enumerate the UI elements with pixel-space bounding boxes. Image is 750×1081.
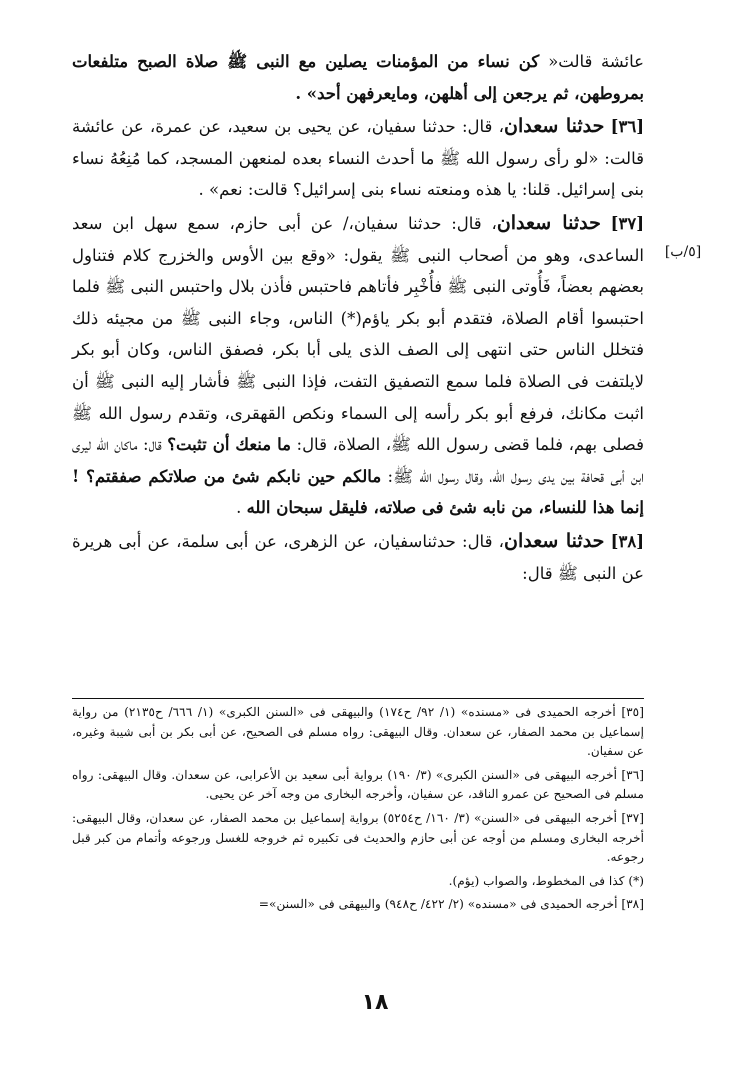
hadith-37-text-a: ، قال: حدثنا سفيان،/ عن أبى حازم، سمع سهل ابن سعد الساعدى، وهو من أصحاب النبى ﷺ يقول: «وقع بين الأوس والخزرج كلام فتناول بعضهم بعضاً، فَأُوتى النبى ﷺ فأُخْبِر فأتاهم فاحتبس فأذن بلال واحتبس النبى ﷺ فلما احتبسوا أقام الصلاة، فتقدم أبو بكر ياؤم(*) الناس، وجاء النبى ﷺ من مجيئه ذلك فتخلل الناس حتى انتهى إلى الصف الذى يلى أبا بكر، فصفق الناس، وكان أبو بكر لايلتفت فى الصلاة فلما سمع التصفيق التفت، فإذا النبى ﷺ فأشار إليه النبى ﷺ أن اثبت مكانك، فرفع أبو بكر رأسه إلى السماء ونكص القهقرى، وتقدم رسول الله ﷺ فصلى بهم، فلما قضى رسول الله ﷺ، الصلاة، قال:: [72, 213, 644, 455]
footnote-38: [٣٨] أخرجه الحميدى فى «مسنده» (٢/ ٤٢٢/ ح٩٤٨) والبيهقى فى «السنن»=: [258, 897, 644, 912]
hadith-36-text: ، قال: حدثنا سفيان، عن يحيى بن سعيد، عن عمرة، عن عائشة قالت: «لو رأى رسول الله ﷺ ما أحدث النساء بعده لمنعهن المسجد، كما مُنِعُهُ نساء بنى إسرائيل. قلنا: يا هذه ومنعته نساء بنى إسرائيل؟ قالت: نعم» .: [72, 117, 644, 200]
footnote-divider: [72, 698, 644, 699]
hadith-37-narrator: حدثنا سعدان: [496, 211, 601, 234]
hadith-35-bold: كن نساء من المؤمنات يصلين مع النبى ﷺ صلاة الصبح متلفعات بمروطهن، ثم يرجعن إلى أهلهن، ومايعرفهن أحد» .: [72, 52, 644, 103]
hadith-35-plain: عائشة قالت«: [548, 52, 644, 71]
footnote-asterisk: (*) كذا فى المخطوط، والصواب (يؤم).: [448, 873, 644, 888]
hadith-38-number: [٣٨]: [610, 531, 644, 551]
footnote-36: [٣٦] أخرجه البيهقى فى «السنن الكبرى» (٣/ ١٩٠) برواية أبى سعيد بن الأعرابى، عن سعدان. وقال البيهقى: رواه مسلم فى الصحيح عن عمرو الناقد، عن سفيان، وأخرجه البخارى من وجه آخر عن يحيى.: [72, 767, 645, 802]
hadith-36-number: [٣٦]: [610, 117, 644, 137]
hadith-37-text-e: .: [236, 498, 247, 518]
footnote-35: [٣٥] أخرجه الحميدى فى «مسنده» (١/ ٩٢/ ح١٧٤) والبيهقى فى «السنن الكبرى» (١/ ٦٦٦/ ح٢١٣٥) من رواية إسماعيل بن محمد الصفار، عن سعدان. وقال البيهقى: رواه مسلم فى الصحيح، عن أبى بكر بن أبى شيبة وغيره، عن سفيان.: [72, 705, 644, 759]
hadith-36: [72, 111, 644, 206]
hadith-37-number: [٣٧]: [610, 213, 644, 233]
hadith-37-text-d: مالكم حين نابكم شئ من صلاتكم صفقتم؟ ! إنما هذا للنساء، من نابه شئ فى صلاته، فليقل سبحان الله: [72, 466, 644, 518]
manuscript-folio-marker: [٥/ب]: [664, 244, 702, 260]
footnote-37: [٣٧] أخرجه البيهقى فى «السنن» (٣/ ١٦٠/ ح٥٢٥٤) برواية إسماعيل بن محمد الصفار، عن سعدان، وقال البيهقى: أخرجه البخارى ومسلم من أوجه عن أبى حازم والحديث فى تكبيره ثم خروجه للغسل ورجوعه وأتمام من كبر قبل رجوعه.: [72, 810, 645, 865]
hadith-38-text: ، قال: حدثناسفيان، عن الزهرى، عن أبى سلمة، عن أبى هريرة عن النبى ﷺ قال:: [72, 531, 644, 583]
hadith-38: [72, 526, 644, 589]
main-text: [72, 46, 644, 589]
hadith-37-text-c: قال: ماكان الله ليرى ابن أبى قحافة بين يدى رسول الله، وقال رسول الله ﷺ:: [72, 435, 644, 486]
hadith-37: [72, 208, 644, 524]
page-number: ١٨: [361, 990, 389, 1015]
hadith-37-text-b: ما منعك أن تثبت؟: [167, 435, 291, 455]
hadith-38-narrator: حدثنا سعدان: [504, 529, 605, 552]
hadith-35-continuation: [72, 46, 644, 109]
footnotes: [72, 703, 644, 919]
hadith-36-narrator: حدثنا سعدان: [503, 115, 605, 138]
